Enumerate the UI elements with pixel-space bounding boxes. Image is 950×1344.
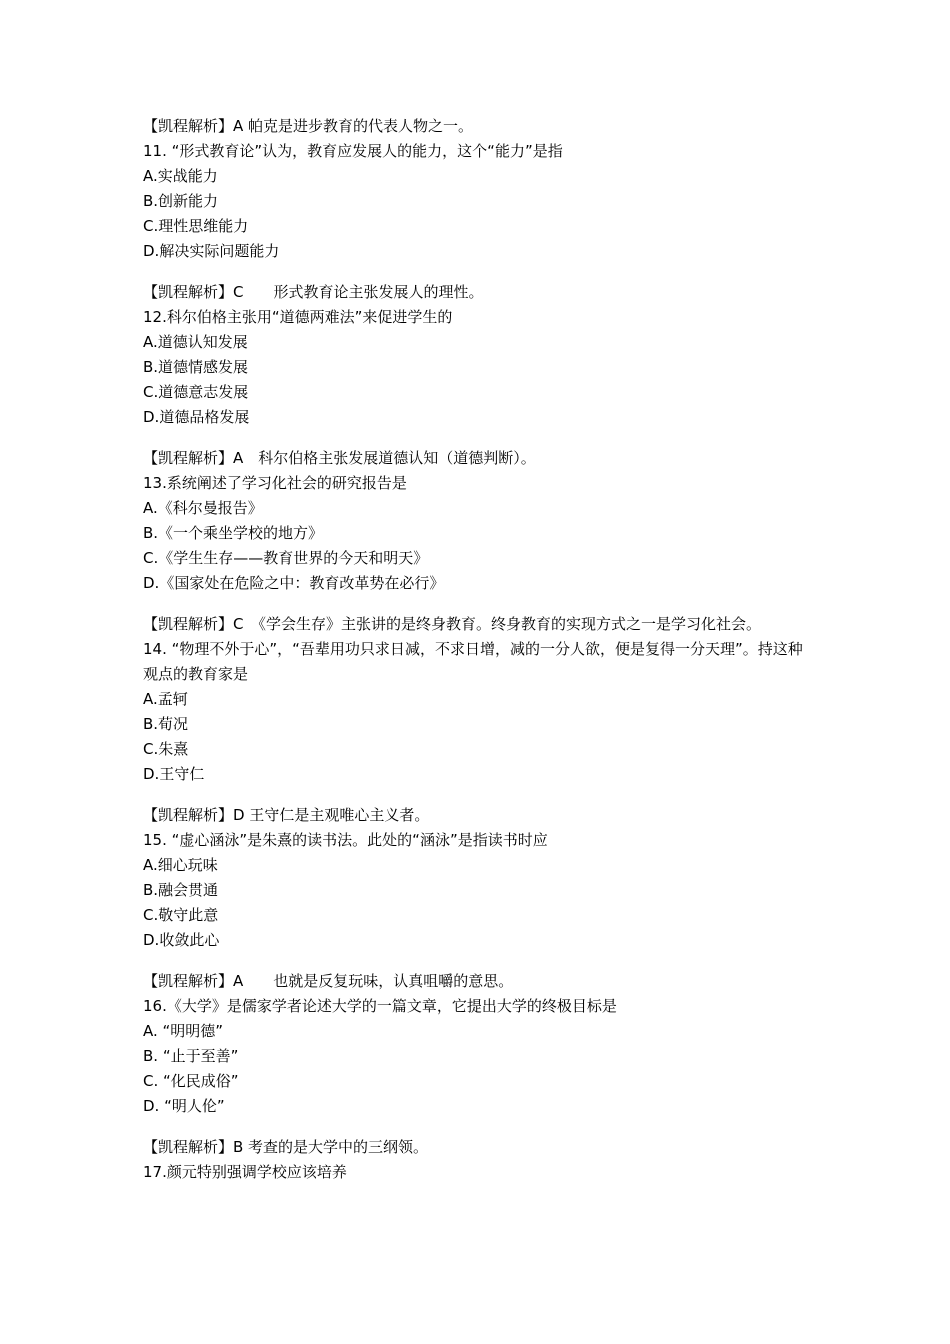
question-12: 12.科尔伯格主张用“道德两难法”来促进学生的 <box>143 308 453 326</box>
option-d: D.《国家处在危险之中：教育改革势在必行》 <box>143 574 445 592</box>
option-b: B.融会贯通 <box>143 881 219 899</box>
analysis-text: 【凯程解析】A 科尔伯格主张发展道德认知（道德判断）。 <box>143 449 536 467</box>
option-b: B.《一个乘坐学校的地方》 <box>143 524 324 542</box>
option-b: B.道德情感发展 <box>143 358 249 376</box>
option-d: D.王守仁 <box>143 765 205 783</box>
question-16: 16.《大学》是儒家学者论述大学的一篇文章，它提出大学的终极目标是 <box>143 997 617 1015</box>
document-content <box>143 114 813 1185</box>
option-a: A.道德认知发展 <box>143 333 248 351</box>
question-13: 13.系统阐述了学习化社会的研究报告是 <box>143 474 407 492</box>
spacer <box>143 1119 813 1135</box>
option-d: D. “明人伦” <box>143 1097 225 1115</box>
spacer <box>143 430 813 446</box>
option-a: A.细心玩味 <box>143 856 218 874</box>
analysis-text: 【凯程解析】D 王守仁是主观唯心主义者。 <box>143 806 430 824</box>
option-d: D.解决实际问题能力 <box>143 242 280 260</box>
option-b: B. “止于至善” <box>143 1047 239 1065</box>
analysis-text: 【凯程解析】C 《学会生存》主张讲的是终身教育。终身教育的实现方式之一是学习化社会。 <box>143 615 761 633</box>
option-b: B.创新能力 <box>143 192 219 210</box>
spacer <box>143 953 813 969</box>
option-d: D.收敛此心 <box>143 931 220 949</box>
option-a: A.《科尔曼报告》 <box>143 499 263 517</box>
question-11: 11. “形式教育论”认为，教育应发展人的能力，这个“能力”是指 <box>143 142 563 160</box>
option-c: C.道德意志发展 <box>143 383 249 401</box>
analysis-text: 【凯程解析】A 帕克是进步教育的代表人物之一。 <box>143 117 474 135</box>
spacer <box>143 264 813 280</box>
option-c: C.朱熹 <box>143 740 189 758</box>
option-a: A.实战能力 <box>143 167 218 185</box>
option-c: C.理性思维能力 <box>143 217 249 235</box>
analysis-text: 【凯程解析】B 考查的是大学中的三纲领。 <box>143 1138 429 1156</box>
option-c: C.敬守此意 <box>143 906 219 924</box>
option-a: A. “明明德” <box>143 1022 224 1040</box>
question-15: 15. “虚心涵泳”是朱熹的读书法。此处的“涵泳”是指读书时应 <box>143 831 548 849</box>
question-14: 14. “物理不外于心”，“吾辈用功只求日减，不求日增，减的一分人欲，便是复得一分天理”。持这种观点的教育家是 <box>143 640 803 683</box>
option-b: B.荀况 <box>143 715 189 733</box>
spacer <box>143 787 813 803</box>
option-d: D.道德品格发展 <box>143 408 250 426</box>
option-c: C. “化民成俗” <box>143 1072 239 1090</box>
analysis-text: 【凯程解析】A 也就是反复玩味，认真咀嚼的意思。 <box>143 972 514 990</box>
analysis-text: 【凯程解析】C 形式教育论主张发展人的理性。 <box>143 283 484 301</box>
spacer <box>143 596 813 612</box>
option-c: C.《学生生存——教育世界的今天和明天》 <box>143 549 429 567</box>
option-a: A.孟轲 <box>143 690 188 708</box>
question-17: 17.颜元特别强调学校应该培养 <box>143 1163 347 1181</box>
